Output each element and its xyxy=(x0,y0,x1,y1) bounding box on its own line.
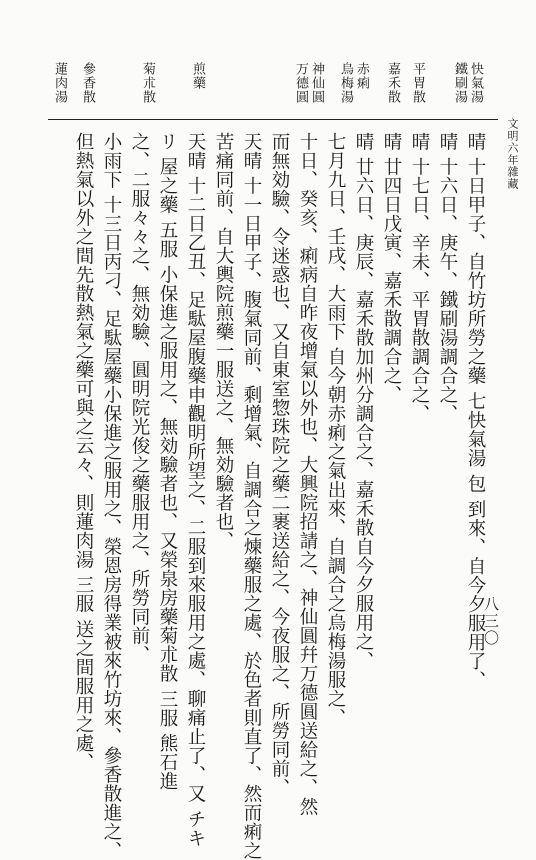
side-note: 烏梅湯 xyxy=(338,62,353,104)
side-note: 鐵刷湯 xyxy=(452,62,467,104)
text-line: 小雨下 十三日丙刁、足駄屋藥小保進之服用之、榮恩房得業被來竹坊來、參香散進之、 xyxy=(101,132,122,860)
text-line: 苦痛同前、自大輿院煎藥一服送之、無効驗者也、 xyxy=(213,132,234,550)
side-note: 煎藥 xyxy=(190,62,205,90)
page-number: 八三〇 xyxy=(482,596,500,647)
text-line: 之、二服々々之、無効驗、圓明院光俊之藥服用之、所勞同前、 xyxy=(129,132,150,664)
side-note: 平胃散 xyxy=(410,62,425,104)
text-line: 晴 十七日、辛未、平胃散調合之、 xyxy=(409,132,430,424)
side-note: 快氣湯 xyxy=(468,62,483,104)
side-note: 万德圓 xyxy=(293,62,308,104)
section-divider xyxy=(48,119,498,120)
side-note: 神仙圓 xyxy=(309,62,324,104)
text-line: 晴 十六日、庚午、鐵刷湯調合之、 xyxy=(437,132,458,424)
text-line: 晴 廿四日戊寅、嘉禾散調合之、 xyxy=(381,132,402,405)
text-line: 十日、癸亥、痢病自昨夜增氣以外也、大興院招請之、神仙圓幷万德圓送給之、然 xyxy=(297,132,318,816)
side-note: 參香散 xyxy=(80,62,95,104)
text-line: 天晴 十一日甲子、腹氣同前、剩增氣、自調合之煉藥服之處、於色者則直了、然而痢之 xyxy=(241,132,262,860)
text-line: 但熱氣以外之間先散熱氣之藥可與之云々、則蓮肉湯 三服 送之間服用之處、 xyxy=(73,132,94,772)
running-header: 文明六年雜藏 xyxy=(506,118,519,190)
side-note: 嘉禾散 xyxy=(385,62,400,104)
text-line: 天晴 十二日乙丑、足駄屋腹藥申觀明所望之、二服到來服用之處、聊痛止了、又 チキ xyxy=(185,132,206,848)
side-note: 蓮肉湯 xyxy=(52,62,67,104)
text-line: リ 屋之藥 五服 小保進之服用之、無効驗者也、又榮泉房藥菊朮散 三服 熊石進 xyxy=(157,132,178,791)
text-line: 而無効驗、令迷惑也、又自東室惣珠院之藥二裹送給之、今夜服之、所勞同前、 xyxy=(269,132,290,797)
side-note: 菊朮散 xyxy=(140,62,155,104)
text-line: 七月九日、壬戌、大雨下 自今朝赤痢之氣出來、自調合之烏梅湯服之、 xyxy=(325,132,346,728)
side-note: 赤痢 xyxy=(354,62,369,90)
text-line: 晴 廿六日、庚辰、嘉禾散加州分調合之、嘉禾散自今夕服用之、 xyxy=(353,132,374,671)
text-line: 晴 十日甲子、自竹坊所勞之藥 七快氣湯 包 到來、自今夕服用了、 xyxy=(465,132,486,690)
